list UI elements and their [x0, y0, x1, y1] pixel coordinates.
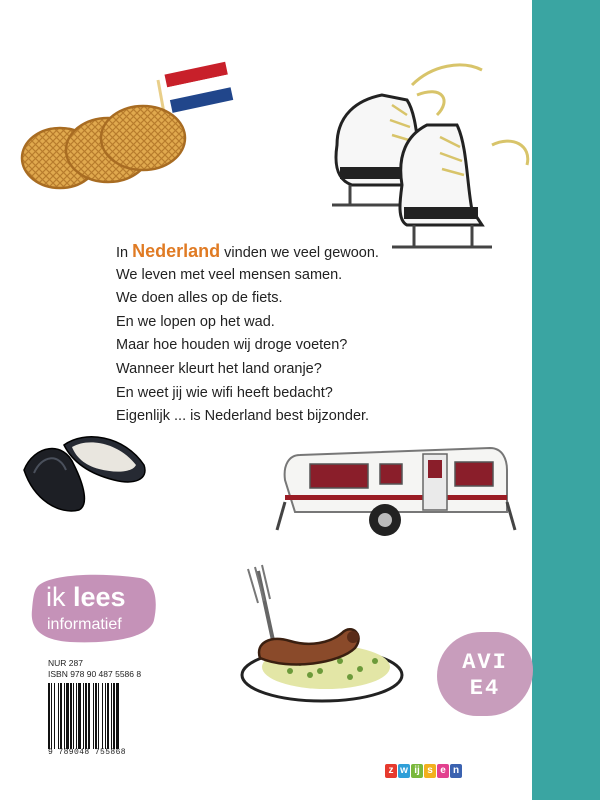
barcode-bar [113, 683, 115, 749]
mussel-icon [14, 425, 154, 520]
barcode-bar [48, 683, 50, 749]
barcode-bar [78, 683, 81, 749]
zwijsen-letter: z [385, 764, 397, 778]
ice-skates-icon [322, 55, 537, 265]
text-line-6: Wanneer kleurt het land oranje? [116, 360, 322, 377]
text-line-1 [116, 240, 416, 264]
barcode-bar [83, 683, 84, 749]
stamppot-icon [230, 563, 405, 708]
barcode-bar [98, 683, 99, 749]
barcode-bar [76, 683, 77, 749]
barcode-icon [48, 683, 140, 749]
text-line-3: We doen alles op de fiets. [116, 290, 283, 307]
text-line-1-pre: In [116, 245, 133, 261]
text-line-1-post: vinden we veel gewoon. [220, 245, 379, 261]
text-line-5: Maar hoe houden wij droge voeten? [116, 337, 348, 354]
barcode-bar [105, 683, 106, 749]
barcode-bar [66, 683, 69, 749]
avi-level-badge [437, 632, 533, 716]
zwijsen-letter: s [424, 764, 436, 778]
caravan-icon [275, 440, 535, 545]
barcode-bar [58, 683, 59, 749]
text-line-7: En weet jij wie wifi heeft bedacht? [116, 384, 333, 401]
barcode-bar [102, 683, 103, 749]
text-line-2: We leven met veel mensen samen. [116, 266, 343, 283]
intro-text-block [116, 240, 416, 429]
highlight-nederland: Nederland [132, 241, 221, 261]
badge-word-lees: lees [73, 582, 126, 612]
badge-lees-line-2: informatief [47, 616, 122, 633]
badge-word-ik: ik [46, 582, 73, 612]
barcode-bar [85, 683, 87, 749]
zwijsen-logo [385, 764, 462, 778]
ik-lees-informatief-badge [30, 572, 158, 644]
text-line-8: Eigenlijk ... is Nederland best bijzonder. [116, 408, 370, 425]
barcode-bar [111, 683, 112, 749]
zwijsen-letter: e [437, 764, 449, 778]
barcode-bar [51, 683, 52, 749]
barcode-digits: 9 789048 755868 [48, 748, 127, 757]
barcode-bar [60, 683, 62, 749]
barcode-bar [54, 683, 55, 749]
zwijsen-letter: n [450, 764, 462, 778]
barcode-bar [88, 683, 90, 749]
barcode-bar [93, 683, 94, 749]
barcode-bar [107, 683, 109, 749]
teal-spine [532, 0, 600, 800]
stroopwafels-flag-icon [18, 50, 238, 200]
barcode-bar [95, 683, 97, 749]
avi-label: AVI [462, 650, 508, 675]
nur-code: NUR 287 [48, 658, 83, 668]
zwijsen-letter: w [398, 764, 410, 778]
barcode-bar [64, 683, 65, 749]
barcode-bar [73, 683, 74, 749]
text-line-4: En we lopen op het wad. [116, 313, 275, 330]
zwijsen-letter: ij [411, 764, 423, 778]
avi-level: E4 [469, 676, 501, 701]
barcode-bar [116, 683, 119, 749]
barcode-bar [70, 683, 72, 749]
isbn-code: ISBN 978 90 487 5586 8 [48, 669, 142, 679]
badge-lees-line-1 [46, 584, 126, 611]
